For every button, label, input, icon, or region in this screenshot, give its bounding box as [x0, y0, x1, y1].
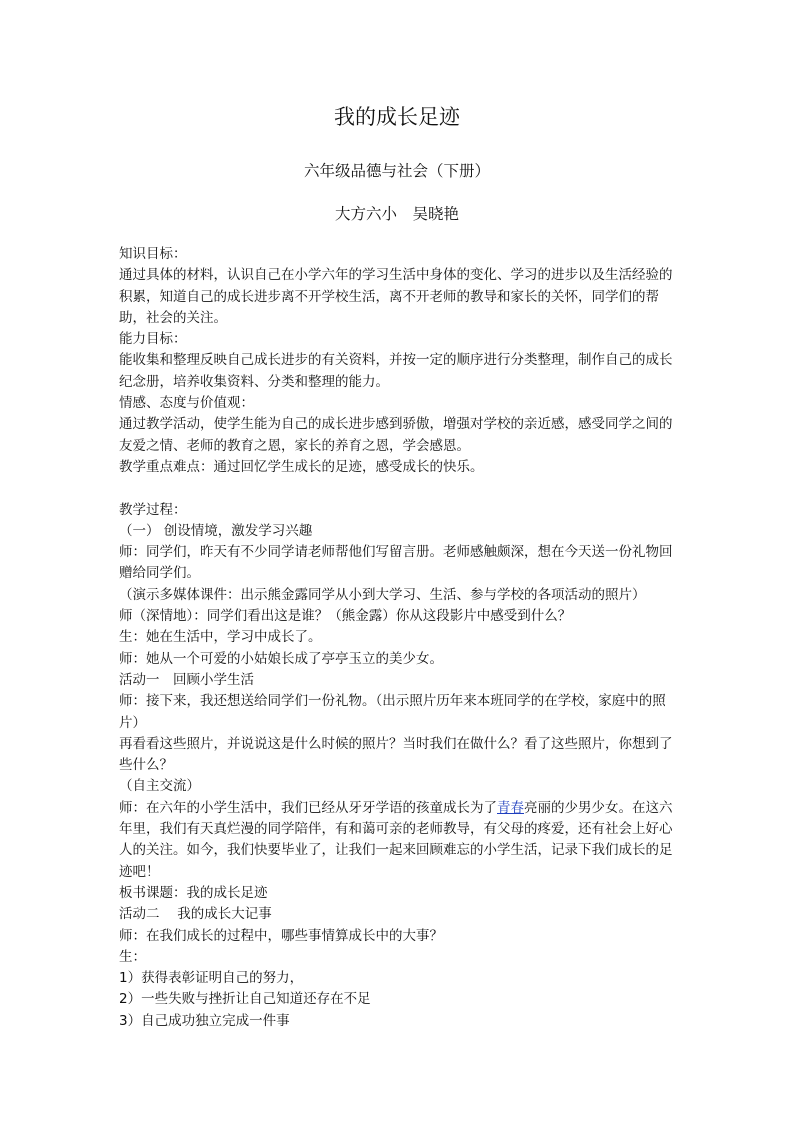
document-author: 大方六小 吴晓艳 — [334, 205, 459, 223]
section-heading-activity-one: 活动一 回顾小学生活 — [119, 671, 254, 688]
paragraph-student-label: 生： — [119, 948, 146, 965]
paragraph-teacher-big-events: 师：在我们成长的过程中，哪些事情算成长中的大事？ — [119, 927, 443, 944]
section-heading-activity-two: 活动二 我的成长大记事 — [119, 906, 272, 923]
paragraph-knowledge: 通过具体的材料，认识自己在小学六年的学习生活中身体的变化、学习的进步以及生活经验的积累，知道自己的成长进步离不开学校生活，离不开老师的教导和家长的关怀，同学们的帮助，社会的关注。 — [119, 267, 673, 326]
list-item: 2）一些失败与挫折让自己知道还存在不足 — [119, 991, 371, 1008]
paragraph-photos-question: 再看看这些照片，并说说这是什么时候的照片？当时我们在做什么？看了这些照片，你想到了些什么？ — [119, 735, 673, 774]
paragraph-student-answer: 生：她在生活中，学习中成长了。 — [119, 629, 322, 646]
paragraph-emotion: 通过教学活动，使学生能为自己的成长进步感到骄傲，增强对学校的亲近感，感受同学之间的友爱之情、老师的教育之恩，家长的养育之恩，学会感恩。 — [119, 416, 673, 454]
list-item: 3）自己成功独立完成一件事 — [119, 1012, 290, 1029]
paragraph-teacher-reflection — [119, 798, 674, 883]
paragraph-ability: 能收集和整理反映自己成长进步的有关资料，并按一定的顺序进行分类整理，制作自己的成长纪念册，培养收集资料、分类和整理的能力。 — [119, 352, 673, 390]
paragraph-multimedia: （演示多媒体课件：出示熊金露同学从小到大学习、生活、参与学校的各项活动的照片） — [119, 586, 646, 603]
paragraph-text: 亮丽的少男少女。在这六年里，我们有天真烂漫的同学陪伴，有和蔼可亲的老师教导，有父母的疼爱，还有社会上好心人的关注。如今，我们快要毕业了，让我们一起来回顾难忘的小学生活，记录下我们成长的足迹吧！ — [119, 799, 673, 880]
section-heading-knowledge: 知识目标： — [119, 246, 187, 262]
paragraph-text: 师：在六年的小学生活中，我们已经从牙牙学语的孩童成长为了 — [119, 799, 497, 816]
paragraph-teacher-intro: 师：同学们，昨天有不少同学请老师帮他们写留言册。老师感触颇深，想在今天送一份礼物回赠给同学们。 — [119, 544, 673, 582]
paragraph-teacher-remark: 师：她从一个可爱的小姑娘长成了亭亭玉立的美少女。 — [119, 650, 443, 667]
document-title: 我的成长足迹 — [334, 105, 460, 129]
paragraph-step-one: （一） 创设情境，激发学习兴趣 — [119, 522, 313, 539]
document-body — [119, 244, 674, 1032]
document-subtitle: 六年级品德与社会（下册） — [303, 162, 490, 180]
paragraph-teacher-gift: 师：接下来，我还想送给同学们一份礼物。（出示照片历年来本班同学的在学校，家庭中的照片） — [119, 693, 666, 731]
section-heading-ability: 能力目标： — [119, 331, 187, 348]
section-heading-emotion: 情感、态度与价值观： — [119, 395, 254, 412]
paragraph-teacher-question: 师（深情地）：同学们看出这是谁？（熊金露）你从这段影片中感受到什么？ — [119, 608, 572, 625]
paragraph-key-points: 教学重点难点：通过回忆学生成长的足迹，感受成长的快乐。 — [119, 458, 484, 475]
list-item: 1）获得表彰证明自己的努力， — [119, 970, 304, 987]
qingchun-link[interactable]: 青春 — [497, 799, 524, 816]
paragraph-board-title: 板书课题：我的成长足迹 — [119, 884, 268, 901]
blank-line — [119, 478, 674, 499]
paragraph-self-exchange: （自主交流） — [119, 778, 200, 795]
section-heading-process: 教学过程： — [119, 501, 187, 518]
